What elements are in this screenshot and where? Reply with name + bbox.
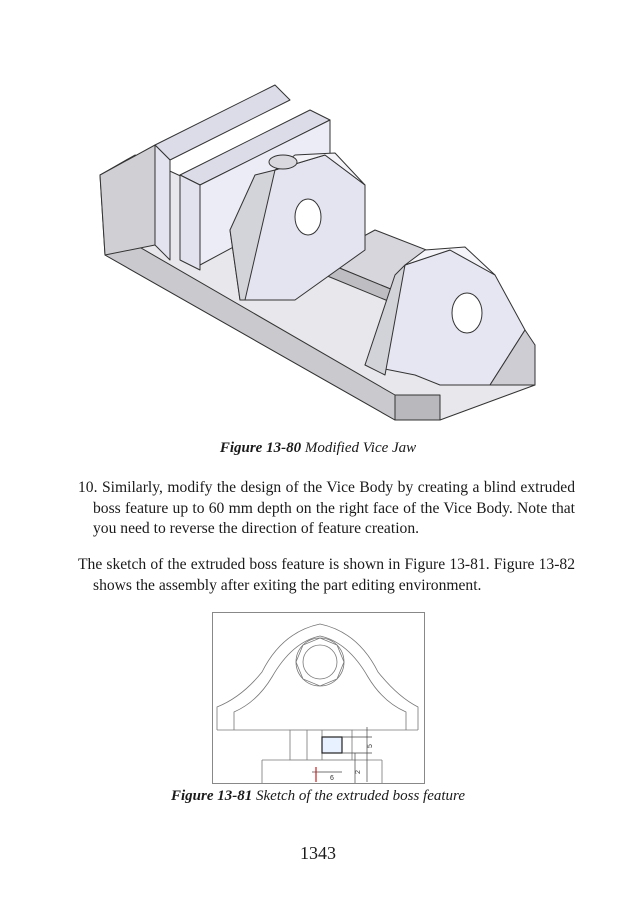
boss-feature-sketch xyxy=(212,612,425,784)
figure-number: Figure 13-80 xyxy=(219,440,302,456)
page-number: 1343 xyxy=(300,843,336,863)
dimension-2: 2 xyxy=(355,770,362,774)
vice-jaw-illustration xyxy=(95,75,545,435)
figure-caption-13-81 xyxy=(0,788,636,805)
figure-title: Sketch of the extruded boss feature xyxy=(256,788,465,804)
figure-title: Modified Vice Jaw xyxy=(304,440,417,456)
figure-caption-13-80 xyxy=(0,440,636,457)
body-paragraph: The sketch of the extruded boss feature is shown in Figure 13-81. Figure 13-82 shows the assembly after exiting the part editing environment. xyxy=(78,556,575,594)
dimension-6: 6 xyxy=(330,775,334,782)
dimension-5: 5 xyxy=(367,744,374,748)
figure-number: Figure 13-81 xyxy=(171,788,253,804)
step-paragraph: 10. Similarly, modify the design of the Vice Body by creating a blind extruded boss feature up to 60 mm depth on the right face of the Vice Body. Note that you need to reverse the direction of feature creation. xyxy=(78,479,575,537)
